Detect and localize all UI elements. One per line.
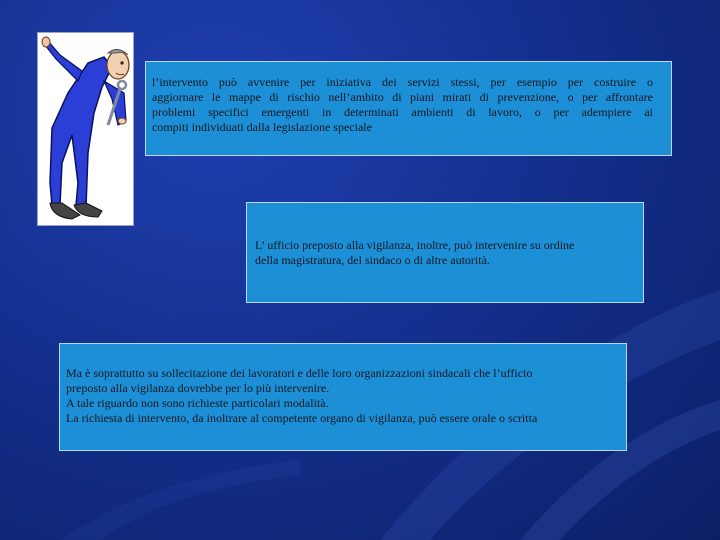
text-line: preposto alla vigilanza dovrebbe per lo più intervenire.: [66, 381, 330, 395]
text-line: A tale riguardo non sono richieste particolari modalità.: [66, 396, 329, 410]
text-line: compiti individuati dalla legislazione speciale: [152, 120, 372, 134]
text-line: La richiesta di intervento, da inoltrare al competente organo di vigilanza, può essere orale o scritta: [66, 411, 538, 425]
text-line: problemi specifici emergenti in determinati ambienti di lavoro, o per adempiere ai: [152, 105, 653, 119]
man-with-wrench-icon: [37, 32, 134, 226]
text-line: L’ ufficio preposto alla vigilanza, inoltre, può intervenire su ordine: [255, 238, 575, 252]
text-line: della magistratura, del sindaco o di altre autorità.: [255, 253, 490, 267]
text-line: l’intervento può avvenire per iniziativa dei servizi stessi, per esempio per costruire o: [152, 75, 653, 89]
text-box-intervento: [145, 61, 672, 156]
text-box-ufficio: [246, 202, 644, 303]
text-box-sollecitazione: [59, 343, 627, 451]
text-line: aggiornare le mappe di rischio nell’ambito di piani mirati di prevenzione, o per affrontare: [152, 90, 653, 104]
text-line: Ma è soprattutto su sollecitazione dei lavoratori e delle loro organizzazioni sindacali che l’ufficio: [66, 366, 533, 380]
